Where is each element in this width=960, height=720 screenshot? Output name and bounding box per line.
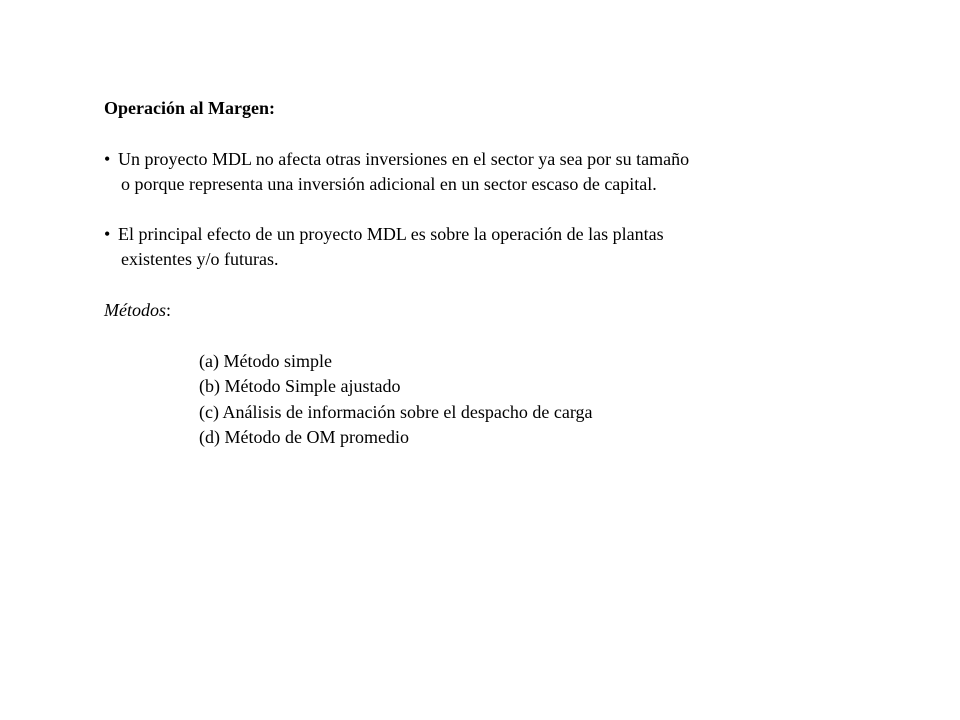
- section-heading: Operación al Margen:: [104, 98, 275, 118]
- method-item-d: (d) Método de OM promedio: [199, 427, 409, 447]
- method-item-b: (b) Método Simple ajustado: [199, 376, 401, 396]
- method-item-c: (c) Análisis de información sobre el despacho de carga: [199, 402, 593, 422]
- bullet-1-line-2: o porque representa una inversión adicional en un sector escaso de capital.: [121, 174, 657, 194]
- method-item-a: (a) Método simple: [199, 351, 332, 371]
- bullet-marker: •: [104, 224, 111, 244]
- bullet-2-text: El principal efecto de un proyecto MDL es sobre la operación de las plantas: [118, 224, 664, 244]
- methods-heading: [104, 298, 171, 322]
- bullet-1-text: Un proyecto MDL no afecta otras inversiones en el sector ya sea por su tamaño: [118, 149, 690, 169]
- methods-heading-text: Métodos: [104, 300, 166, 320]
- bullet-2-line-1: [104, 222, 664, 246]
- methods-heading-colon: :: [166, 300, 172, 320]
- bullet-marker: •: [104, 149, 111, 169]
- bullet-1-line-1: [104, 147, 689, 171]
- bullet-2-line-2: existentes y/o futuras.: [121, 249, 279, 269]
